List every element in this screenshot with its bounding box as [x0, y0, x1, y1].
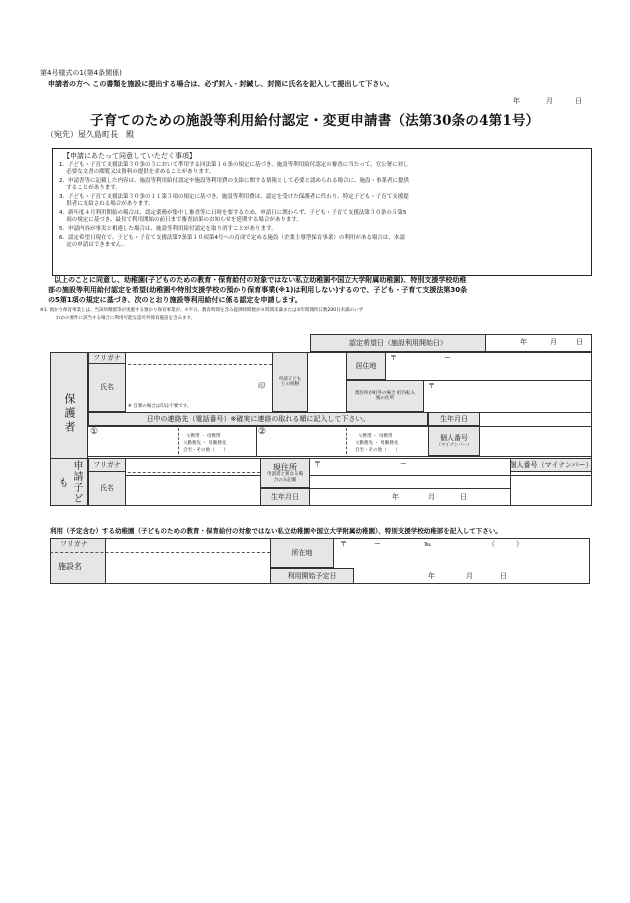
notice-item: 1．子ども・子育て支援法第３０条の３において準用する同法第１６条の規定に基づき、施設等利用給付認定の審査に当たって、官公署に対し — [59, 162, 409, 168]
prev-address-postal-mark: 〒 — [428, 382, 435, 390]
facility-furigana-field[interactable] — [106, 538, 270, 552]
contact-2-field[interactable] — [270, 426, 346, 456]
facility-postal-dash: ー — [374, 540, 381, 548]
facility-start-month: 月 — [466, 572, 473, 580]
guardian-furigana-field[interactable] — [126, 352, 272, 364]
notice-item: 3．子ども・子育て支援法第３０条の１１第３項の規定に基づき、施設等利用費は、認定を受けた保護者に代わり、特定子ども・子育て支援提 — [59, 194, 409, 200]
consent-notice-box — [52, 148, 592, 276]
notice-item: 6．認定希望日現在で、子ども・子育て支援法第7条第１０項第4号への育成で定める施設（企業主導型保育事業）の利用がある場合は、本認 — [59, 235, 405, 241]
desired-date-label: 認定希望日（施設利用開始日） — [310, 334, 486, 352]
facility-tel-mark: ℡ — [424, 540, 432, 548]
facility-name-label: 施設名 — [58, 562, 82, 571]
contact-label: 日中の連絡先（電話番号）※確実に連絡の取れる順に記入して下さい。 — [88, 412, 428, 426]
seal-note: ※ 自署の場合は印は不要です。 — [128, 404, 192, 409]
footnote: ※1. 預かり保育事業とは、当該幼稚園等が実施する預かり保育事業が、①平日、教育時間を含み提供時間数が８時間未満または②年間開所日数200日未満のいず — [40, 308, 364, 313]
guardian-mynumber-field[interactable] — [480, 426, 592, 456]
notice-item: 2．申請書等に記載した内容は、施設等利用給付認定や施設等利用費の支給に関する情報として必要と認められる場合に、施設・事業者に提供 — [59, 178, 410, 184]
facility-start-day: 日 — [500, 572, 507, 580]
child-furigana-label: フリガナ — [88, 458, 126, 472]
contact-1-option[interactable]: 自宅・その他（ ） — [183, 448, 228, 453]
prev-address-label: 現住所が町外の場合 町内転入後の住所 — [355, 390, 415, 401]
contact-1-option[interactable]: 父携帯 ・ 母携帯 — [186, 434, 221, 439]
child-label: 申請子ども — [56, 460, 82, 504]
child-postal-mark: 〒 — [314, 460, 321, 468]
desired-year: 年 — [520, 338, 527, 346]
prev-address-field[interactable] — [424, 380, 592, 412]
child-birth-month: 月 — [428, 493, 435, 501]
child-postal-dash: ー — [400, 460, 407, 468]
guardian-birthdate-field[interactable] — [480, 412, 592, 426]
address-label: 居住地 — [346, 352, 386, 380]
notice-item: 項の規定に基づき、最長で利用開始の前日まで審査結果のお知らせを延期する場合があります。 — [59, 217, 302, 223]
consent-line: の5第1項の規定に基づき、次のとおり施設等利用給付に係る認定を申請します。 — [48, 296, 302, 304]
child-mynumber-label: 個人番号（マイナンバー） — [510, 458, 592, 472]
guardian-furigana-label: フリガナ — [88, 352, 126, 364]
notice-item: 5．申請内容が事実と相違した場合は、施設等利用給付認定を取り消すことがあります。 — [59, 226, 277, 232]
child-birthdate-label: 生年月日 — [260, 488, 310, 506]
child-furigana-field[interactable] — [126, 458, 260, 472]
guardian-mynumber-label: 個人番号 — [440, 433, 468, 442]
facility-start-year: 年 — [428, 572, 435, 580]
submit-note: 申請者の方へ この書類を施設に提出する場合は、必ず封入・封緘し、封筒に氏名を記入して提出して下さい。 — [48, 80, 394, 88]
notice-item: することがあります。 — [59, 185, 121, 191]
child-current-address-label-cell — [260, 458, 310, 488]
consent-line: 部の施設等利用給付認定を希望(幼稚園や特別支援学校の預かり保育事業(※1)は利用しない)するので、子ども・子育て支援法第30条 — [48, 286, 468, 294]
seal-mark: 印 — [258, 382, 265, 390]
facility-start-field[interactable] — [354, 568, 590, 584]
child-current-address-field[interactable] — [310, 458, 510, 488]
notice-list — [59, 162, 589, 249]
footnote: れかの要件に該当する場合に利用可能な認可外保育施設を含みます。 — [56, 316, 196, 321]
addressee: （宛先）屋久島町長 殿 — [46, 130, 134, 139]
facility-tel-paren: （ ） — [488, 540, 523, 548]
facility-postal-mark: 〒 — [340, 540, 347, 548]
contact-2-option[interactable]: 父携帯 ・ 母携帯 — [358, 434, 393, 439]
contact-1-marker: ① — [90, 427, 99, 437]
address-postal-mark: 〒 — [390, 354, 397, 362]
desired-date-field[interactable] — [486, 334, 592, 352]
guardian-mynumber-sub: （マイナンバー） — [436, 442, 472, 448]
notice-heading: 【申請にあたって同意していただく事項】 — [63, 152, 196, 160]
facility-instruction: 利用（予定含む）する幼稚園（子どものための教育・保育給付の対象ではない私立幼稚園や国立大学附属幼稚園）、特別支援学校幼稚部を記入して下さい。 — [50, 527, 502, 535]
contact-1-option[interactable]: 父勤務先 ・ 母勤務先 — [183, 441, 227, 446]
notice-item: 必要な文書の閲覧又は資料の提供を求めることがあります。 — [59, 169, 215, 175]
relation-field[interactable] — [308, 352, 346, 412]
child-mynumber-field[interactable] — [510, 472, 592, 506]
desired-month: 月 — [550, 338, 557, 346]
form-number: 第4号様式の1(第4条関係) — [40, 69, 122, 77]
child-current-address-note: 申請者と異なる場合のみ記載 — [267, 472, 303, 483]
child-current-address-label: 現住所 — [273, 463, 297, 472]
child-birth-year: 年 — [392, 493, 399, 501]
guardian-mynumber-label-cell — [428, 426, 480, 456]
child-name-label: 氏名 — [88, 472, 126, 506]
address-field[interactable] — [386, 352, 592, 380]
guardian-label: 保護者 — [63, 393, 76, 435]
guardian-name-label: 氏名 — [88, 364, 126, 412]
prev-address-label-cell — [346, 380, 424, 412]
notice-item: 定の申請はできません。 — [59, 242, 128, 248]
date-day-label: 日 — [575, 97, 582, 105]
page-title: 子育てのための施設等利用給付認定・変更申請書（法第30条の4第1号） — [90, 113, 540, 129]
child-birth-day: 日 — [460, 493, 467, 501]
notice-item: 4．新年度４月利用開始の場合は、認定業務が集中し審査等に日時を要するため、申請日に関わらず、子ども・子育て支援法第３０条の５第5 — [59, 210, 407, 216]
facility-name-field[interactable] — [106, 552, 270, 584]
child-birthdate-field[interactable] — [310, 488, 510, 506]
date-year-label: 年 — [513, 97, 520, 105]
address-postal-dash: ー — [444, 354, 451, 362]
relation-label-cell — [272, 352, 308, 412]
contact-2-marker: ② — [258, 427, 267, 437]
child-label-cell — [50, 458, 88, 506]
facility-furigana-label: フリガナ — [60, 540, 88, 548]
facility-location-field[interactable] — [334, 538, 590, 568]
facility-location-label: 所在地 — [270, 538, 334, 568]
contact-1-field[interactable] — [102, 426, 178, 456]
desired-day: 日 — [576, 338, 583, 346]
date-month-label: 月 — [546, 97, 553, 105]
facility-start-label: 利用開始予定日 — [270, 568, 354, 584]
relation-label: 申請子ども との続柄 — [278, 376, 302, 387]
child-name-field[interactable] — [126, 472, 260, 506]
contact-2-option[interactable]: 自宅・その他（ ） — [355, 448, 400, 453]
guardian-birthdate-label: 生年月日 — [428, 412, 480, 426]
contact-2-option[interactable]: 父勤務先 ・ 母勤務先 — [355, 441, 399, 446]
notice-item: 供者に支給される場合があります。 — [59, 201, 154, 207]
consent-line: 以上のことに同意し、幼稚園(子どものための教育・保育給付の対象ではない私立幼稚園や国立大学附属幼稚園)、特別支援学校幼稚 — [54, 276, 467, 284]
